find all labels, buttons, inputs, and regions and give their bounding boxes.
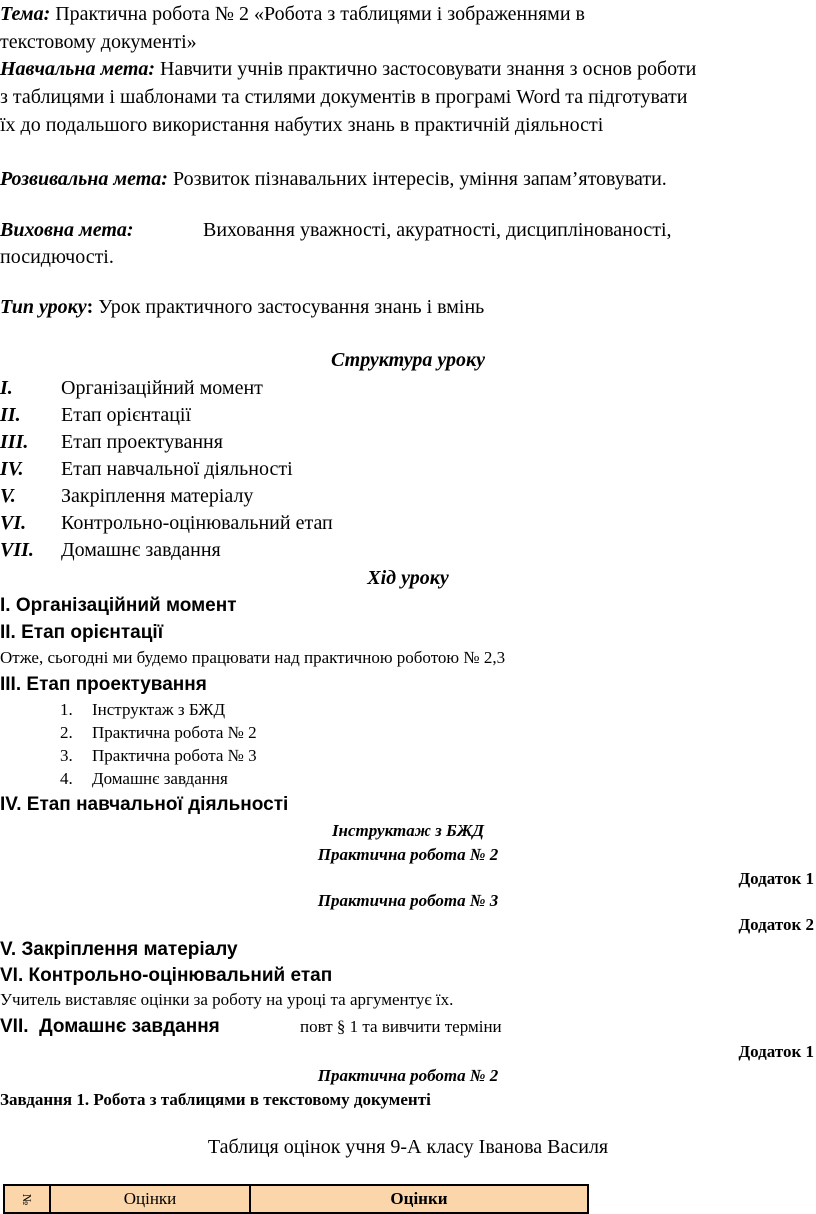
list-item-num: 4.	[60, 769, 73, 788]
structure-item-text: Організаційний момент	[61, 377, 263, 399]
table-caption: Таблиця оцінок учня 9-А класу Іванова Василя	[207, 1136, 609, 1158]
section-7-line	[0, 1016, 816, 1038]
list-item-text: Практична робота № 2	[92, 723, 257, 742]
practical-2-title: Практична робота № 2	[317, 845, 499, 864]
appendix-title: Практична робота № 2	[317, 1066, 499, 1085]
topic-label: Тема:	[0, 3, 51, 25]
structure-item-text: Домашнє завдання	[61, 539, 221, 561]
list-item-num: 1.	[60, 700, 73, 719]
table-header-grades-bold: Оцінки	[250, 1185, 588, 1213]
section-7-heading: VII. Домашнє завдання	[0, 1016, 220, 1037]
topic-text: Практична робота № 2 «Робота з таблицями і зображеннями в	[50, 3, 585, 25]
topic-line-1	[0, 3, 585, 26]
lesson-type-colon: :	[86, 296, 94, 318]
list-item-num: 2.	[60, 723, 73, 742]
upbr-goal-text: Виховання уважності, акуратності, дисциплінованості,	[203, 219, 672, 241]
list-item-text: Домашнє завдання	[92, 769, 228, 788]
list-item	[0, 700, 816, 722]
structure-item	[0, 458, 816, 482]
topic-line-2: текстовому документі»	[0, 31, 197, 53]
structure-item-text: Контрольно-оцінювальний етап	[61, 512, 333, 534]
lesson-type-label: Тип уроку	[0, 296, 87, 318]
structure-item-text: Етап орієнтації	[61, 404, 192, 426]
upbr-goal-line-2: посидючості.	[0, 246, 114, 268]
table-header-row	[4, 1185, 588, 1213]
list-item-text: Практична робота № 3	[92, 746, 257, 765]
section-6-text: Учитель виставляє оцінки за роботу на уроці та аргументує їх.	[0, 990, 454, 1009]
structure-item-num: VII.	[0, 539, 34, 561]
structure-item	[0, 539, 816, 563]
structure-item	[0, 377, 816, 401]
section-6-heading: VI. Контрольно-оцінювальний етап	[0, 965, 333, 986]
list-item	[0, 746, 816, 768]
list-item	[0, 723, 816, 745]
edu-goal-line-2: з таблицями і шаблонами та стилями документів в програмі Word та підготувати	[0, 86, 688, 108]
practical-3-title: Практична робота № 3	[317, 891, 499, 910]
structure-item-text: Етап навчальної діяльності	[61, 458, 293, 480]
structure-item	[0, 404, 816, 428]
section-2-text: Отже, сьогодні ми будемо працювати над практичною роботою № 2,3	[0, 648, 506, 667]
section-4-heading: IV. Етап навчальної діяльності	[0, 794, 289, 815]
lesson-type-text: Урок практичного застосування знань і вмінь	[93, 296, 485, 318]
upbr-goal-label: Виховна мета:	[0, 219, 134, 241]
structure-item-text: Закріплення матеріалу	[61, 485, 254, 507]
structure-item-num: IV.	[0, 458, 24, 480]
briefing-title: Інструктаж з БЖД	[331, 821, 485, 840]
grades-table	[3, 1184, 589, 1214]
dev-goal-text: Розвиток пізнавальних інтересів, уміння запам’ятовувати.	[167, 168, 667, 190]
edu-goal-text: Навчити учнів практично застосовувати знання з основ роботи	[155, 58, 697, 80]
table-header-grades: Оцінки	[50, 1185, 250, 1213]
structure-item-num: III.	[0, 431, 29, 453]
table-header-number: №	[4, 1185, 50, 1213]
list-item-num: 3.	[60, 746, 73, 765]
section-7-text: повт § 1 та вивчити терміни	[300, 1017, 502, 1036]
structure-item-num: VI.	[0, 512, 27, 534]
structure-item-num: II.	[0, 404, 21, 426]
appendix-2-label: Додаток 2	[738, 915, 814, 934]
section-5-heading: V. Закріплення матеріалу	[0, 939, 238, 960]
structure-item	[0, 485, 816, 509]
upbr-goal-line-1	[0, 219, 814, 242]
structure-item-num: I.	[0, 377, 13, 399]
list-item-text: Інструктаж з БЖД	[92, 700, 226, 719]
structure-item	[0, 431, 816, 455]
lesson-type-line	[0, 296, 484, 319]
structure-title: Структура уроку	[331, 349, 485, 371]
edu-goal-label: Навчальна мета:	[0, 58, 156, 80]
structure-item-text: Етап проектування	[61, 431, 223, 453]
edu-goal-line-1	[0, 58, 696, 81]
structure-item-num: V.	[0, 485, 16, 507]
task-1-heading: Завдання 1. Робота з таблицями в текстовому документі	[0, 1090, 431, 1109]
section-3-heading: ІІІ. Етап проектування	[0, 674, 207, 695]
course-title: Хід уроку	[367, 567, 449, 589]
dev-goal-line	[0, 168, 667, 191]
section-2-heading: ІІ. Етап орієнтації	[0, 622, 164, 643]
dev-goal-label: Розвивальна мета:	[0, 168, 168, 190]
list-item	[0, 769, 816, 791]
edu-goal-line-3: їх до подальшого використання набутих знань в практичній діяльності	[0, 114, 604, 136]
appendix-1-label: Додаток 1	[738, 869, 814, 888]
appendix-1-label-hw: Додаток 1	[738, 1042, 814, 1061]
structure-item	[0, 512, 816, 536]
section-1-heading: І. Організаційний момент	[0, 595, 237, 616]
